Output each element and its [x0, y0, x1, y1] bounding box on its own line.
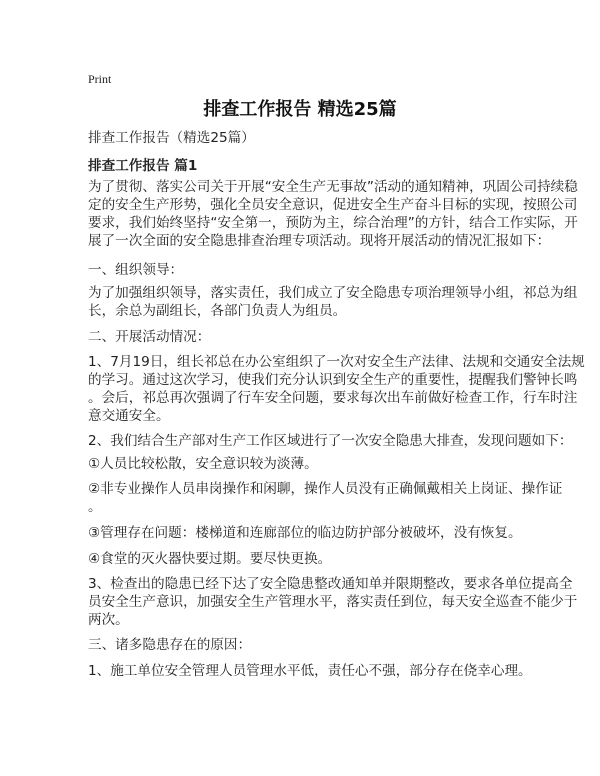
text-line: 的学习。通过这次学习，使我们充分认识到安全生产的重要性，提醒我们警钟长鸣	[88, 372, 578, 388]
text-line: 展了一次全面的安全隐患排查治理专项活动。现将开展活动的情况汇报如下：	[88, 233, 551, 249]
paragraph	[88, 480, 562, 516]
text-line: ③管理存在问题：楼梯道和连廊部位的临边防护部分被破坏，没有恢复。	[88, 525, 522, 541]
paragraph	[88, 524, 522, 542]
text-line: 长，余总为副组长，各部门负责人为组员。	[88, 303, 347, 319]
text-line: 要求，我们始终坚持“安全第一，预防为主，综合治理”的方针，结合工作实际，开	[88, 215, 578, 231]
text-line: 1、施工单位安全管理人员管理水平低，责任心不强，部分存在侥幸心理。	[88, 663, 532, 679]
section-heading: 排查工作报告 篇1	[88, 158, 198, 174]
text-line: 。	[88, 499, 102, 515]
paragraph	[88, 636, 251, 654]
text-line: ①人员比较松散，安全意识较为淡薄。	[88, 456, 318, 472]
print-label: Print	[88, 72, 112, 86]
paragraph	[88, 328, 210, 346]
paragraph	[88, 662, 532, 680]
text-line: 两次。	[88, 612, 129, 628]
text-line: 三、诸多隐患存在的原因：	[88, 637, 252, 653]
text-line: 为了贯彻、落实公司关于开展“安全生产无事故”活动的通知精神，巩固公司持续稳	[88, 179, 578, 195]
text-line: 为了加强组织领导，落实责任，我们成立了安全隐患专项治理领导小组，祁总为组	[88, 285, 578, 301]
paragraph	[88, 261, 183, 279]
paragraph	[88, 284, 577, 320]
text-line: 意交通安全。	[88, 408, 170, 424]
paragraph	[88, 455, 318, 473]
paragraph	[88, 550, 331, 568]
page-title: 排查工作报告 精选25篇	[203, 99, 397, 120]
text-line: ④食堂的灭火器快要过期。要尽快更换。	[88, 551, 332, 567]
text-line: 3、检查出的隐患已经下达了安全隐患整改通知单并限期整改，要求各单位提高全	[88, 576, 573, 592]
subtitle: 排查工作报告（精选25篇）	[88, 130, 255, 146]
paragraph	[88, 178, 578, 250]
text-line: ②非专业操作人员串岗操作和闲聊，操作人员没有正确佩戴相关上岗证、操作证	[88, 481, 563, 497]
paragraph	[88, 353, 585, 425]
text-line: 。会后，祁总再次强调了行车安全问题，要求每次出车前做好检查工作，行车时注	[88, 390, 578, 406]
text-line: 二、开展活动情况：	[88, 329, 211, 345]
paragraph	[88, 575, 577, 629]
paragraph	[88, 432, 572, 450]
text-line: 定的安全生产形势，强化全员安全意识，促进安全生产奋斗目标的实现，按照公司	[88, 197, 578, 213]
text-line: 2、我们结合生产部对生产工作区域进行了一次安全隐患大排查，发现问题如下：	[88, 433, 573, 449]
text-line: 1、7月19日，组长祁总在办公室组织了一次对安全生产法律、法规和交通安全法规	[88, 354, 585, 370]
text-line: 一、组织领导：	[88, 262, 184, 278]
text-line: 员安全生产意识，加强安全生产管理水平，落实责任到位，每天安全巡查不能少于	[88, 594, 578, 610]
